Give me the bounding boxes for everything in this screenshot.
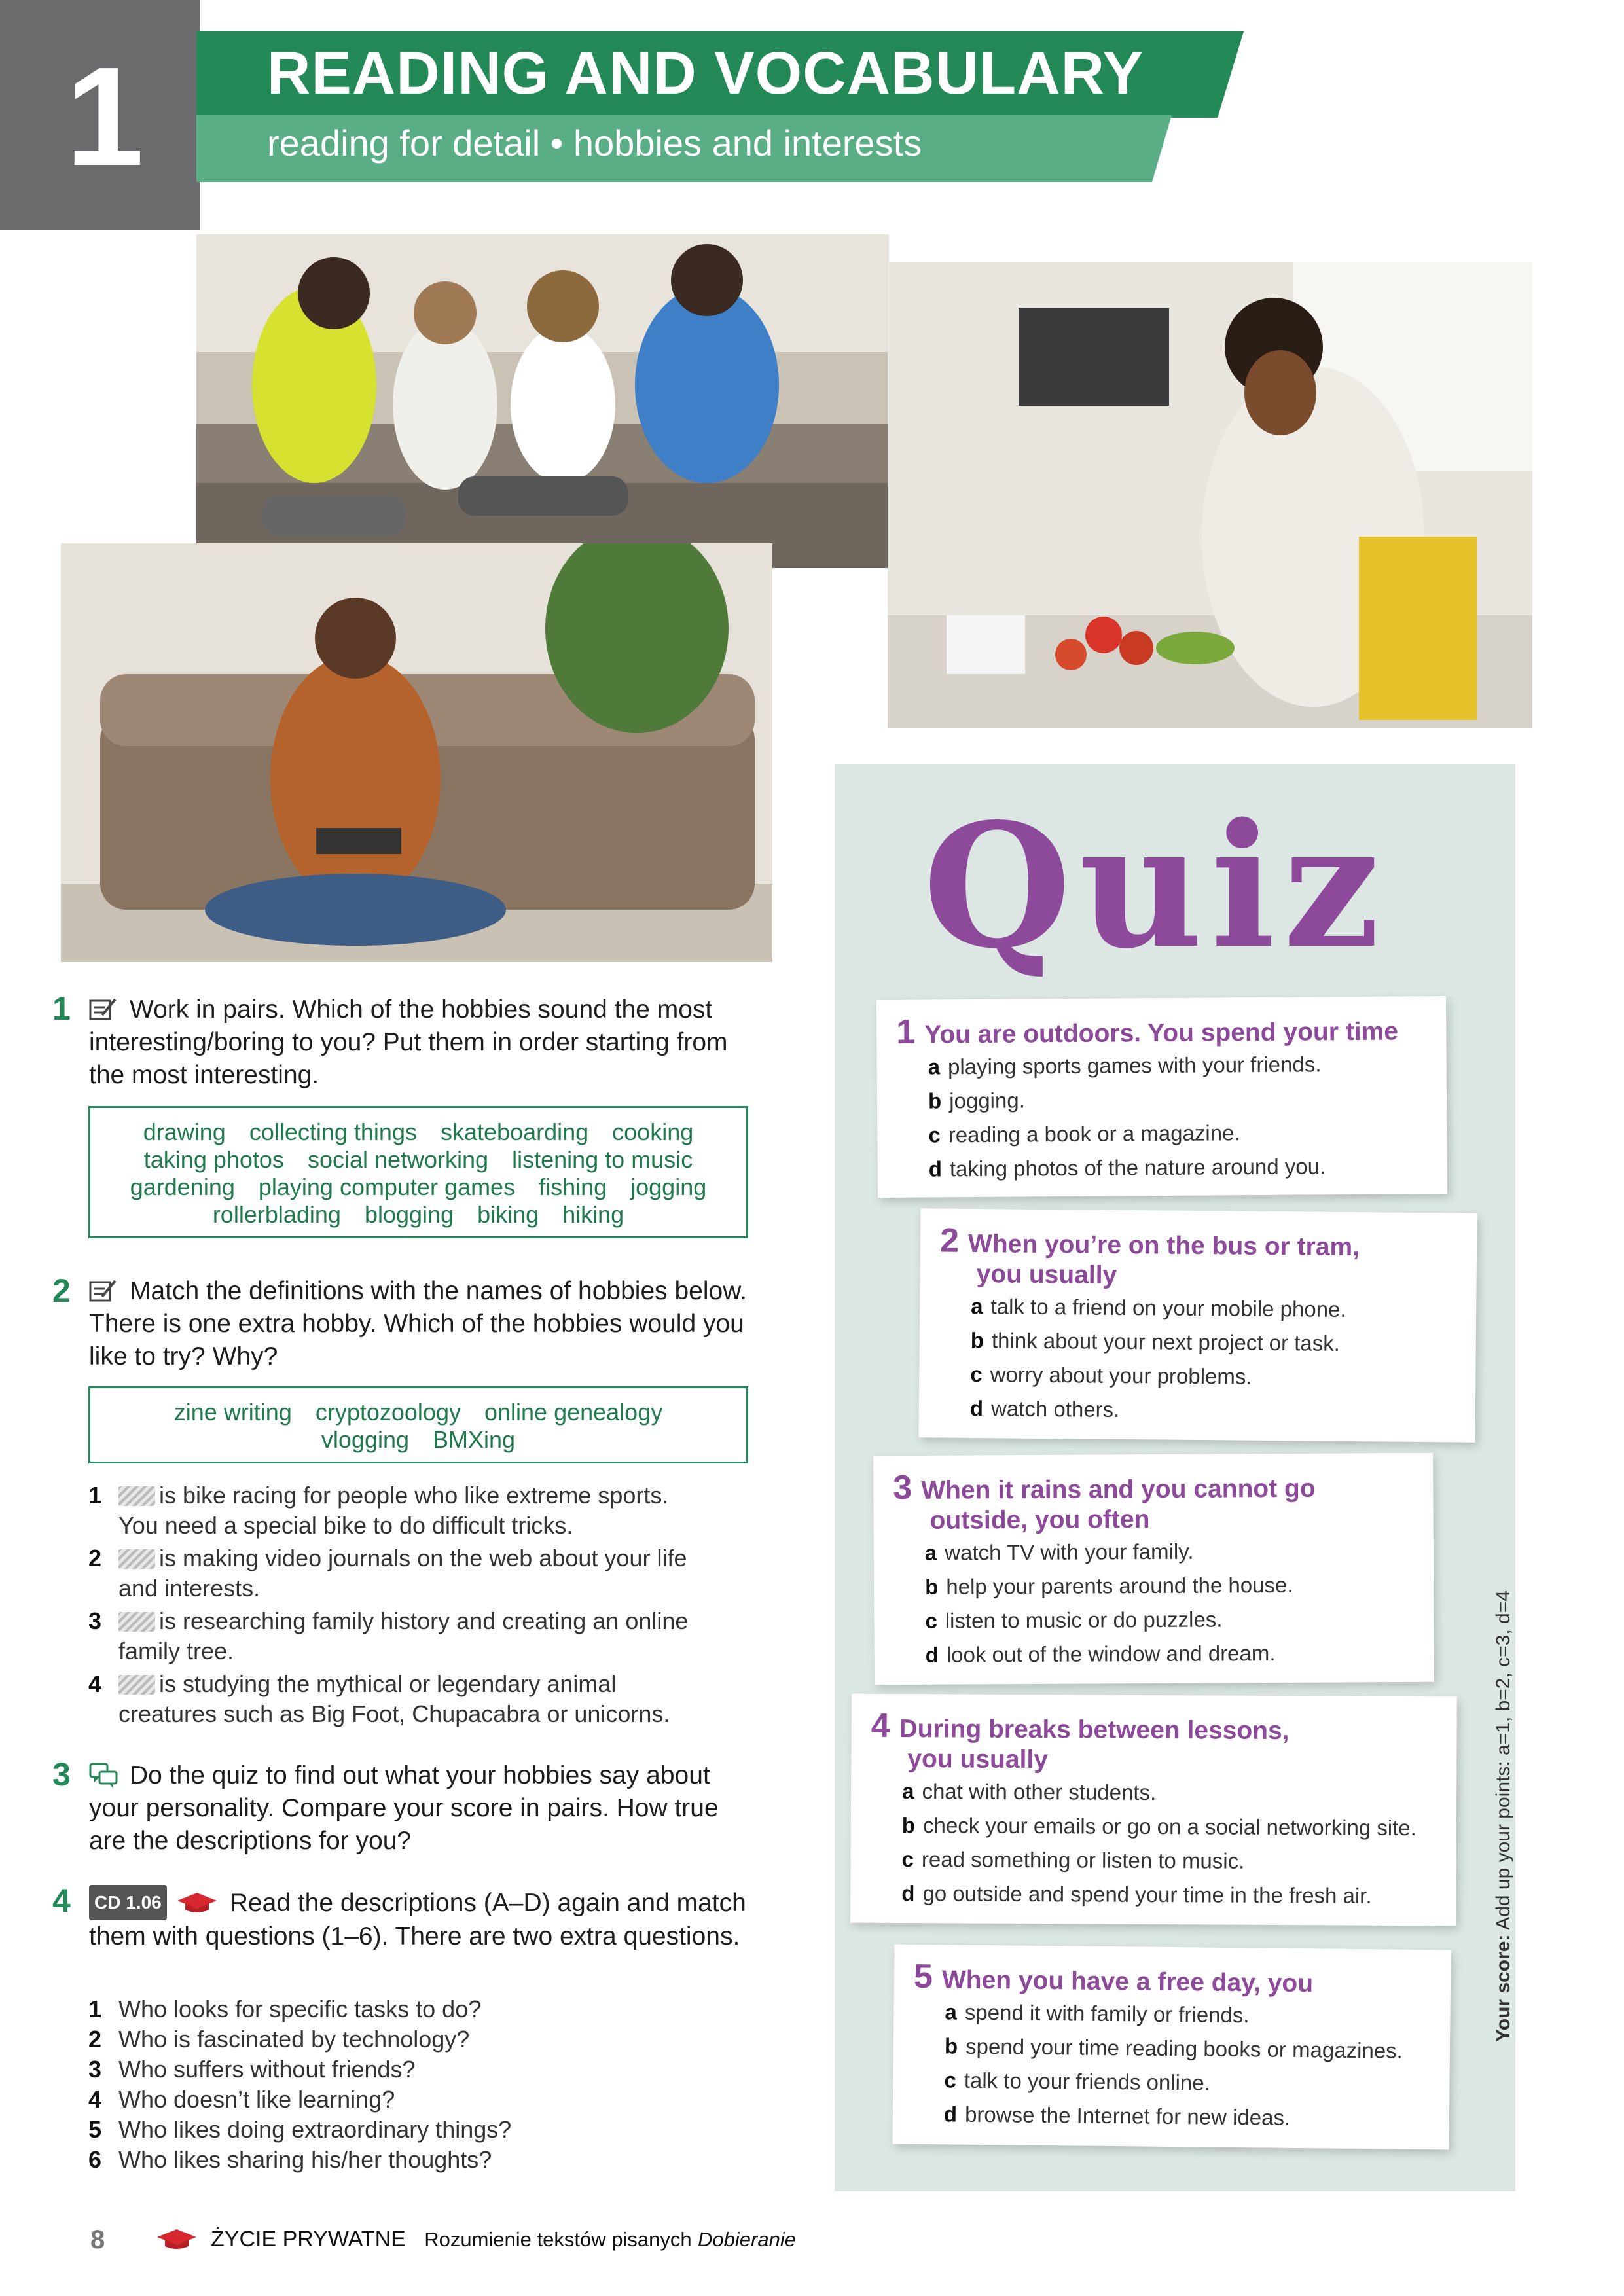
exercise-2-number: 2 (52, 1272, 71, 1309)
quiz-option-a[interactable]: a watch TV with your family. (924, 1539, 1194, 1565)
exercise-1-instruction: Work in pairs. Which of the hobbies sound the most interesting/boring to you? Put them in order starting from the most interesting. (89, 996, 728, 1089)
quiz-card-4 (850, 1694, 1457, 1926)
definitions-list (88, 1480, 769, 1729)
quiz-option-b[interactable]: b jogging. (928, 1088, 1025, 1113)
page-title: READING AND VOCABULARY (267, 40, 1144, 107)
list-item: 2 Who is fascinated by technology? (88, 2026, 470, 2053)
word-row: gardening playing computer games fishing jogging (130, 1174, 707, 1200)
quiz-question: 4 During breaks between lessons, you usually (871, 1706, 1290, 1774)
quiz-option-b[interactable]: b think about your next project or task. (970, 1327, 1341, 1355)
quiz-option-a[interactable]: a talk to a friend on your mobile phone. (971, 1293, 1346, 1321)
quiz-option-b[interactable]: b spend your time reading books or magazines. (944, 2034, 1403, 2063)
quiz-option-d[interactable]: d browse the Internet for new ideas. (943, 2102, 1291, 2130)
quiz-option-c[interactable]: c listen to music or do puzzles. (925, 1607, 1223, 1633)
list-item: 6 Who likes sharing his/her thoughts? (88, 2146, 492, 2173)
quiz-question: 5 When you have a free day, you (913, 1957, 1314, 1998)
quiz-option-d[interactable]: d go outside and spend your time in the fresh air. (901, 1880, 1372, 1908)
photo-friends-rollerblading (196, 234, 889, 568)
list-item: 1 Who looks for specific tasks to do? (88, 1996, 482, 2022)
answer-gap[interactable] (118, 1675, 155, 1695)
quiz-option-b[interactable]: b check your emails or go on a social networking site. (901, 1812, 1417, 1840)
answer-gap[interactable] (118, 1612, 155, 1632)
graduation-cap-icon (176, 1892, 218, 1914)
footer-section: ŻYCIE PRYWATNE (211, 2227, 406, 2251)
exercise-3-instruction: Do the quiz to find out what your hobbies say about your personality. Compare your score in pairs. How true are the descriptions for you? (89, 1761, 719, 1855)
list-item: 1 is bike racing for people who like extreme sports. You need a special bike to do difficult tricks. (88, 1482, 669, 1539)
quiz-option-a[interactable]: a playing sports games with your friends. (928, 1052, 1322, 1079)
list-item: 5 Who likes doing extraordinary things? (88, 2116, 512, 2143)
photo-boy-cooking (888, 262, 1532, 728)
footer-task: Rozumienie tekstów pisanych (424, 2228, 692, 2251)
photo-girl-headphones (61, 543, 772, 962)
list-item: 3 Who suffers without friends? (88, 2056, 416, 2083)
list-item: 2 is making video journals on the web about your life and interests. (88, 1545, 687, 1602)
quiz-option-a[interactable]: a chat with other students. (902, 1778, 1157, 1805)
questions-list (88, 1994, 769, 2175)
word-row: drawing collecting things skateboarding cooking (143, 1119, 694, 1145)
answer-gap[interactable] (118, 1486, 155, 1506)
pencil-note-icon (89, 1278, 118, 1303)
exercise-3-number: 3 (52, 1756, 71, 1793)
quiz-card-5 (892, 1945, 1451, 2150)
quiz-option-d[interactable]: d look out of the window and dream. (925, 1641, 1276, 1667)
quiz-option-c[interactable]: c read something or listen to music. (901, 1846, 1245, 1873)
unit-number: 1 (65, 37, 144, 195)
word-row: zine writing cryptozoology online genealogy (173, 1399, 663, 1426)
word-row: rollerblading blogging biking hiking (212, 1201, 624, 1228)
hobbies-word-box-2 (88, 1386, 748, 1463)
list-item: 4 Who doesn’t like learning? (88, 2086, 395, 2113)
list-item: 3 is researching family history and creating an online family tree. (88, 1607, 689, 1664)
quiz-question: 1 You are outdoors. You spend your time (896, 1013, 1399, 1051)
quiz-option-c[interactable]: c reading a book or a magazine. (928, 1121, 1240, 1147)
quiz-card-1 (876, 996, 1447, 1198)
footer-exam-note (156, 2227, 796, 2252)
cd-track-badge[interactable]: CD 1.06 (89, 1885, 167, 1920)
exercise-2-instruction: Match the definitions with the names of hobbies below. There is one extra hobby. Which of the hobbies would you like to try? Why? (89, 1277, 748, 1371)
hobbies-word-box (88, 1106, 748, 1238)
quiz-option-c[interactable]: c talk to your friends online. (944, 2068, 1211, 2095)
word-row: taking photos social networking listening to music (143, 1146, 693, 1173)
word-row: vlogging BMXing (321, 1426, 516, 1453)
quiz-option-a[interactable]: a spend it with family or friends. (945, 2000, 1250, 2028)
quiz-option-d[interactable]: d watch others. (969, 1395, 1120, 1422)
graduation-cap-icon (156, 2228, 198, 2250)
quiz-option-d[interactable]: d taking photos of the nature around you. (928, 1154, 1326, 1181)
pencil-note-icon (89, 997, 118, 1022)
page-number: 8 (90, 2225, 105, 2254)
quiz-card-2 (918, 1208, 1477, 1442)
page-subtitle: reading for detail • hobbies and interests (267, 122, 922, 164)
exercise-4-number: 4 (52, 1882, 71, 1919)
exercise-4-instruction: CD 1.06 Read the descriptions (A–D) again and match them with questions (1–6). There are two extra questions. (89, 1885, 757, 1953)
footer-task-type: Dobieranie (698, 2228, 796, 2251)
answer-gap[interactable] (118, 1549, 155, 1569)
quiz-card-3 (873, 1453, 1434, 1685)
exercise-1-number: 1 (52, 990, 71, 1027)
quiz-title: Quiz (923, 787, 1388, 986)
quiz-option-b[interactable]: b help your parents around the house. (925, 1572, 1293, 1599)
quiz-question: 3 When it rains and you cannot go outside, you often (893, 1468, 1316, 1535)
speech-bubbles-icon (89, 1763, 118, 1787)
quiz-option-c[interactable]: c worry about your problems. (970, 1361, 1252, 1389)
list-item: 4 is studying the mythical or legendary animal creatures such as Big Foot, Chupacabra or unicorns. (88, 1670, 670, 1727)
quiz-question: 2 When you’re on the bus or tram, you usually (939, 1221, 1360, 1289)
